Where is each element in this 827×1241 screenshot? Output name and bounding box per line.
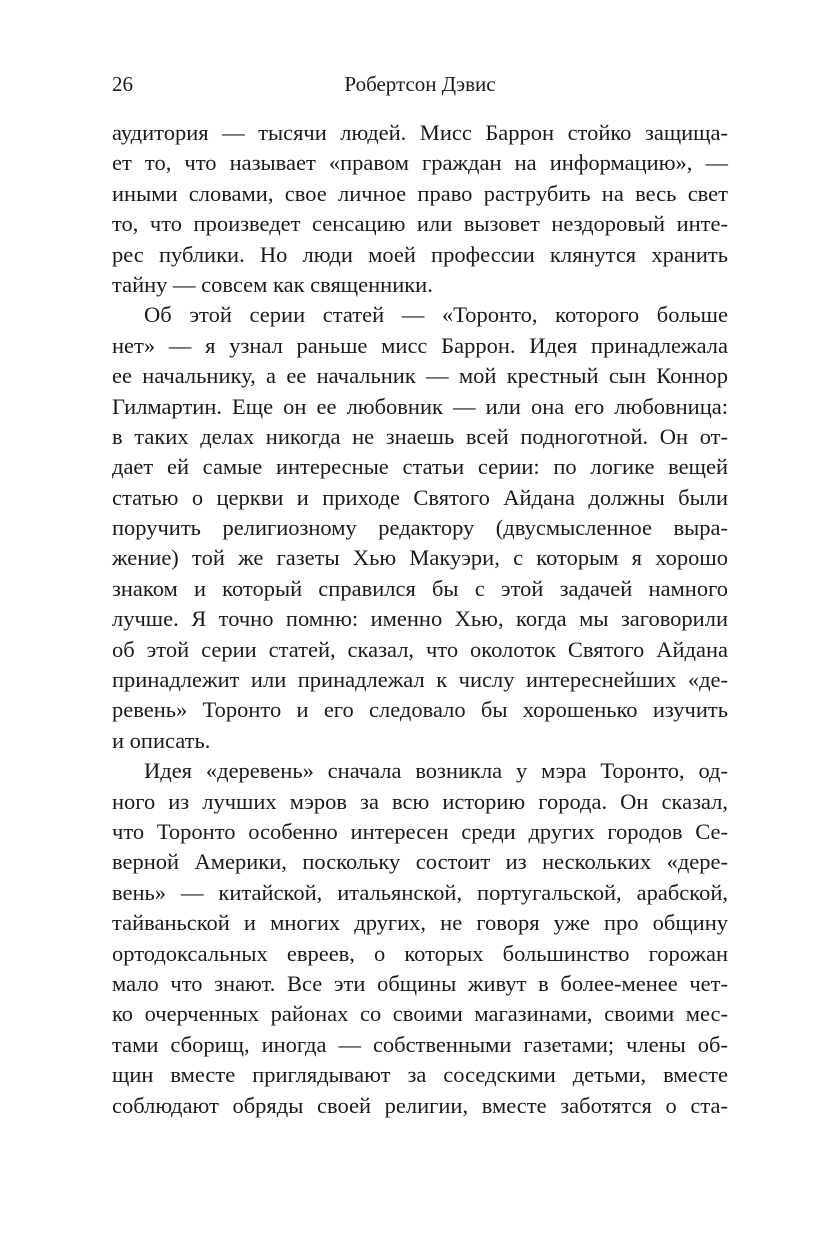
text-line: ортодоксальных евреев, о которых большинство горожан [112, 940, 728, 966]
text-line: аудитория — тысячи людей. Мисс Баррон стойко защища- [112, 120, 728, 145]
text-line: соблюдают обряды своей религии, вместе заботятся о ста- [112, 1092, 728, 1118]
text-line: тайну — совсем как священники. [112, 271, 433, 297]
text-line: в таких делах никогда не знаешь всей подноготной. Он от- [112, 423, 728, 449]
text-line: ет то, что называет «правом граждан на информацию», — [112, 150, 728, 176]
text-line: Об этой серии статей — «Торонто, которого больше [144, 302, 728, 328]
text-line: поручить религиозному редактору (двусмысленное выра- [112, 515, 728, 541]
running-head: Робертсон Дэвис [344, 72, 496, 96]
text-line: и описать. [112, 727, 211, 753]
text-line: принадлежит или принадлежал к числу интереснейших «де- [112, 667, 728, 693]
text-line: дает ей самые интересные статьи серии: по логике вещей [112, 454, 728, 480]
text-line: Идея «деревень» сначала возникла у мэра Торонто, од- [144, 758, 728, 784]
text-line: мало что знают. Все эти общины живут в более-менее чет- [112, 970, 728, 996]
text-line: тайваньской и многих других, не говоря уже про общину [112, 910, 728, 936]
text-line: щин вместе приглядывают за соседскими детьми, вместе [112, 1062, 728, 1088]
text-line: тами сборищ, иногда — собственными газетами; члены об- [112, 1031, 728, 1057]
text-line: статью о церкви и приходе Святого Айдана должны были [112, 484, 728, 510]
text-line: нет» — я узнал раньше мисс Баррон. Идея принадлежала [112, 332, 728, 358]
page-header [112, 72, 728, 102]
text-line: ее начальнику, а ее начальник — мой крестный сын Коннор [112, 363, 728, 389]
body-text [112, 118, 728, 1121]
page-number: 26 [112, 72, 133, 96]
text-line: ревень» Торонто и его следовало бы хорошенько изучить [112, 697, 728, 723]
text-line: что Торонто особенно интересен среди других городов Се- [112, 818, 728, 844]
text-line: ко очерченных районах со своими магазинами, своими мес- [112, 1001, 728, 1027]
text-line: ного из лучших мэров за всю историю города. Он сказал, [112, 788, 728, 814]
text-line: жение) той же газеты Хью Макуэри, с которым я хорошо [112, 545, 728, 571]
text-line: иными словами, свое личное право раструбить на весь свет [112, 180, 728, 206]
text-line: об этой серии статей, сказал, что околоток Святого Айдана [112, 636, 728, 662]
text-line: верной Америки, поскольку состоит из нескольких «дере- [112, 849, 728, 875]
text-line: знаком и который справился бы с этой задачей намного [112, 575, 728, 601]
text-line: вень» — китайской, итальянской, португальской, арабской, [112, 879, 728, 905]
text-line: лучше. Я точно помню: именно Хью, когда мы заговорили [112, 606, 728, 632]
text-line: Гилмартин. Еще он ее любовник — или она его любовница: [112, 393, 728, 419]
text-line: рес публики. Но люди моей профессии клянутся хранить [112, 241, 728, 267]
text-line: то, что произведет сенсацию или вызовет нездоровый инте- [112, 211, 728, 237]
